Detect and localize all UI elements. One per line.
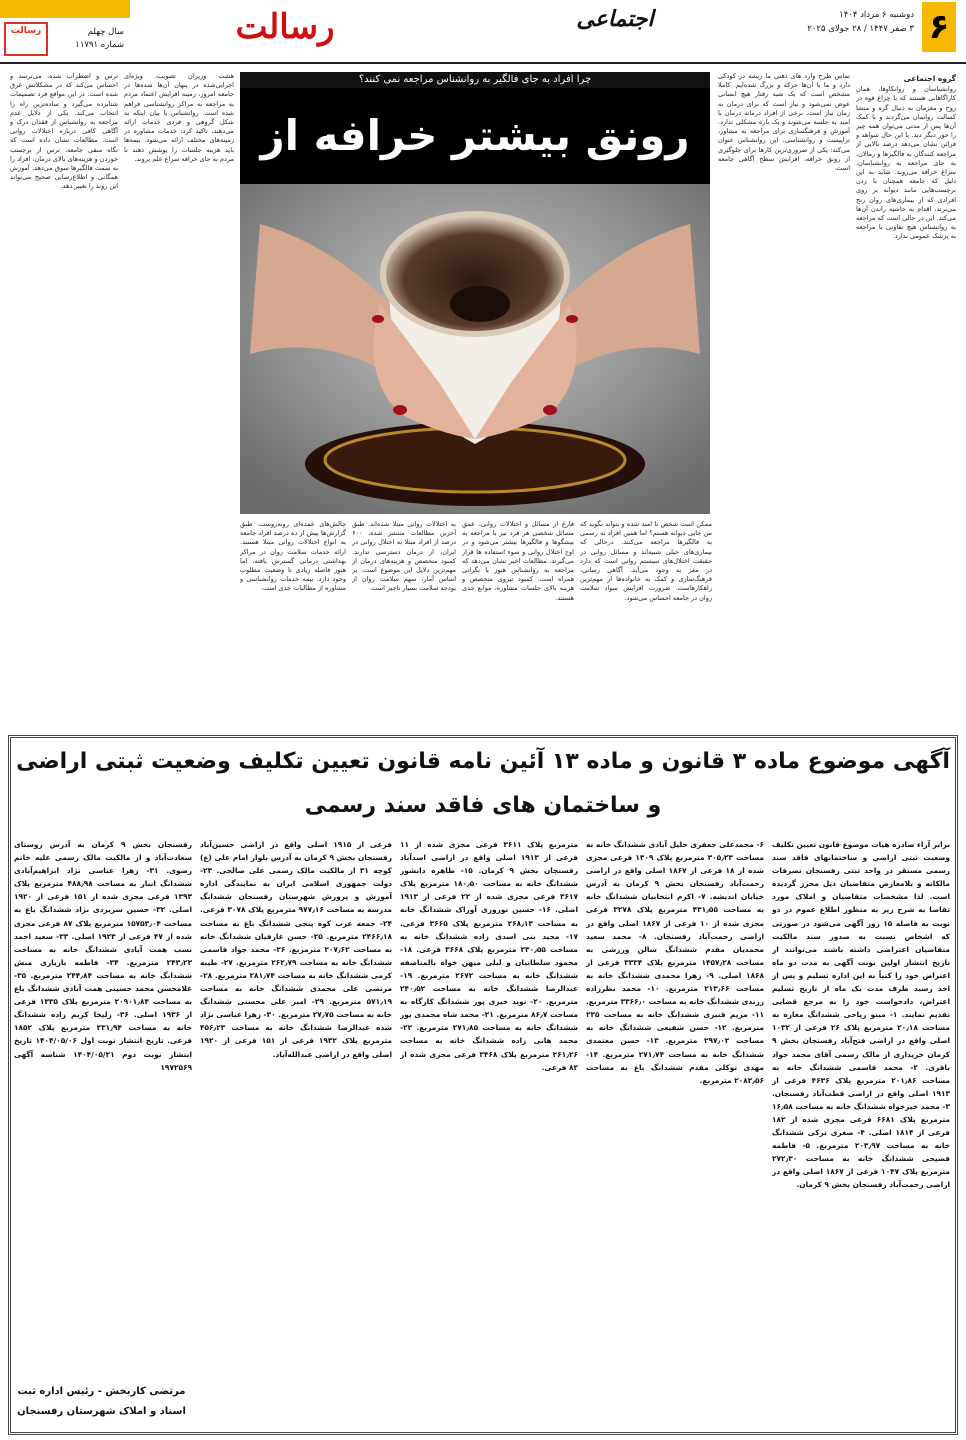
- article-column-4: [462, 520, 574, 717]
- notice-text: رفسنجان بخش ۹ کرمان به آدرس روستای سعادت‌آباد و از مالکیت مالک رسمی علیه خانم رضوی. ۳۱- زهرا عباسی نژاد ابراهیم‌آبادی ششدانگ انبار به مساحت ۴۸۸٫۹۸ مترمربع پلاک ۱۳۹۳ فرعی مجزی شده از ۱۵۱ فرعی از ۱۹۲۰ اصلی. ۳۲- حسین سریزدی نژاد ششدانگ باغ به مساحت ۱۵۷۵۳٫۰۴ مترمربع پلاک ۸۷ فرعی مجزی شده از ۴۷ فرعی از ۱۹۲۳ اصلی. ۳۳- سعید احمد نسب همت آبادی ششدانگ خانه به مساحت ۲۴۳٫۲۳ مترمربع. ۳۴- فاطمه بازیاری منش ششدانگ خانه به مساحت ۲۴۴٫۸۴ مترمربع. ۳۵- غلامحسن محمد حسینی همت آبادی ششدانگ باغ به مساحت ۲۰۹۰۱٫۸۴ مترمربع پلاک ۱۳۳۵ فرعی از ۱۹۳۶ اصلی. ۳۶- زلیخا کریم زاده ششدانگ خانه به مساحت ۲۳۱٫۹۴ مترمربع پلاک ۱۸۵۲ فرعی. تاریخ انتشار نوبت اول ۱۴۰۴/۰۵/۰۶ تاریخ انتشار نوبت دوم ۱۴۰۴/۰۵/۲۱ شناسه آگهی ۱۹۷۲۵۶۹: [14, 840, 192, 1072]
- article-text: تماس طرح وارد های ذهنی ما ریشه در کودکی دارد و ما با آن‌ها حرکه و بزرگ شده‌ایم. کاملا مشخص است که یک شبه رفتار هیچ انسانی عوض نمی‌شود و نیاز است که برای درمان به زمان نیاز است. برخی از افراد درمانه درمان با امید به جلسه می‌شوند و یک باره مشکلی ندارد. آموزش و فرهنگسازی برای مراجعه به مشاور، تراپیست و روانشناسی. این روانشناس عنوان می‌کند: یکی از ضروری‌ترین کارها برای جلوگیری از رونق خرافه، افزایش سطح آگاهی جامعه است.: [718, 72, 850, 173]
- notice-column-5: [14, 838, 192, 1376]
- article-headline: رونق بیشتر خرافه از: [240, 88, 710, 184]
- section-title: اجتماعی: [576, 6, 654, 32]
- date-hijri-greg: ۳ صفر ۱۴۴۷ / ۲۸ جولای ۲۰۲۵: [807, 24, 914, 34]
- notice-column-1: [772, 838, 950, 1428]
- notice-text: مترمربع پلاک ۳۶۱۱ فرعی مجزی شده از ۱۱ فرعی از ۱۹۱۳ اصلی واقع در اراضی اسدآباد رفسنجان بخش ۹ کرمان. ۱۵- طاهره دانشور ششدانگ خانه به مساحت ۱۸۰٫۵۰ مترمربع پلاک ۳۶۱۷ فرعی مجزی شده از ۲۲ فرعی از ۱۹۱۳ اصلی. ۱۶- حسین نوروزی آوراک ششدانگ خانه به مساحت ۲۶۸٫۱۳ مترمربع پلاک ۳۶۶۵ فرعی. ۱۷- مجید بنی اسدی زاده ششدانگ خانه به مساحت ۲۳۰٫۵۵ مترمربع پلاک ۳۶۶۸ فرعی. ۱۸- محمود سلطانیان و لیلی میهن خواه بالمناصفه ششدانگ خانه به مساحت ۲۶۷۲ مترمربع. ۱۹- عبدالرضا ششدانگ خانه به مساحت ۲۴۰٫۵۲ مترمربع. ۲۰- نوید خیری پور ششدانگ کارگاه به مساحت ۸۶٫۷ مترمربع. ۲۱- محمد شاه محمدی پور ششدانگ خانه به مساحت ۲۷۱٫۸۵ مترمربع. ۲۲- محمد هانی زاده ششدانگ خانه به مساحت ۲۶۱٫۲۶ مترمربع پلاک ۳۴۶۸ فرعی مجزی شده از ۸۲ فرعی.: [400, 840, 578, 1072]
- article-kicker: چرا افراد به جای فالگیر به روانشناس مراجعه نمی کنند؟: [240, 72, 710, 88]
- header-corner: [0, 0, 130, 62]
- notice-signature: مرتضی کاربخش - رئیس اداره ثبت اسناد و املاک شهرستان رفسنجان: [17, 1386, 186, 1417]
- page-header: [0, 0, 966, 64]
- article-column-3: [580, 520, 712, 717]
- article-text: چالش‌های عمده‌ای روبه‌روست. طبق گزارش‌ها بیش از ده درصد افراد جامعه به انواع اختلالات روانی مبتلا هستند. ارائه خدمات سلامت روان در مراکز بهداشتی درمانی گسترش یافته، اما هنوز فاصله زیادی تا وضعیت مطلوب وجود دارد. بیمه خدمات روانشناسی و مشاوره از مطالبات جدی است.: [240, 520, 346, 593]
- volume-info: [58, 26, 124, 52]
- article-text: روانشناسان و روانکاوها، همان کاراگاهانی هستند که با چراغ قوه در روح و مغزمان به دنبال گره و منشا کسالت روانمان می‌گردند و با کمک آن‌ها پس از مدتی می‌توان همه چیز را جور دیگر دید. با این حال شواهد و قرائن نشان می‌دهد درصد بالایی از مراجعه کنندگان به فالگیرها و رمالان، به جای مراجعه به روانشناسان، سراغ خرافه می‌روند. شاید به این دلیل که جامعه همچنان با زدن برچسب‌هایی مانند دیوانه بر روی افرادی که از بیماری‌های روان رنج می‌برند، اقدام به حاشیه راندن آن‌ها می‌کند. این در حالی است که مراجعه به روانشناس هیچ تفاوتی با مراجعه به پزشک عمومی ندارد.: [856, 85, 956, 241]
- yellow-stripe: [0, 0, 130, 18]
- date-block: [704, 8, 914, 36]
- byline: گروه اجتماعی: [903, 74, 956, 83]
- article-column-1: [856, 72, 956, 717]
- notice-text: ۶- محمدعلی جعفری خلیل آبادی ششدانگ خانه به مساحت ۳۰۵٫۲۳ مترمربع پلاک ۱۳۰۹ فرعی مجزی شده از ۱۸ فرعی از ۱۸۶۷ اصلی واقع در اراضی رحمت‌آباد رفسنجان بخش ۹ کرمان به آدرس خیابان اندیشه. ۷- اکرم انتخابیان ششدانگ خانه به مساحت ۴۳۱٫۵۵ مترمربع پلاک ۳۲۷۸ فرعی مجزی شده از ۱۰ فرعی از ۱۸۶۷ اصلی واقع در اراضی رحمت‌آباد رفسنجان. ۸- محمد سعید محمدیان مقدم ششدانگ سالن ورزشی به مساحت ۱۴۵۷٫۲۸ مترمربع پلاک ۳۳۳۴ فرعی از ۱۸۶۸ اصلی. ۹- زهرا محمدی ششدانگ خانه به مساحت ۲۱۳٫۶۶ مترمربع. ۱۰- محمد نظرزاده زرندی ششدانگ خانه به مساحت ۳۳۶۶٫۰ مترمربع. ۱۱- مریم قنبری ششدانگ خانه به مساحت ۲۳۵ مترمربع. ۱۲- حسن شفیعی ششدانگ خانه به مساحت ۲۹۷٫۰۲ مترمربع. ۱۳- حسن معتمدی ششدانگ خانه به مساحت ۲۷۱٫۷۴ مترمربع. ۱۴- مهدی توکلی مقدم ششدانگ باغ به مساحت ۲۰۸۲٫۵۶ مترمربع.: [586, 840, 764, 1085]
- article-column-7: [124, 72, 234, 717]
- notice-column-4: [200, 838, 392, 1428]
- page-number: ۶: [922, 2, 956, 52]
- notice-column-2: [586, 838, 764, 1428]
- year-label: سال چهلم: [87, 27, 124, 37]
- legal-notice-title: [14, 740, 952, 828]
- notice-text: برابر آراء صادره هیات موضوع قانون تعیین تکلیف وضعیت ثبتی اراضی و ساختمانهای فاقد سند رسمی مستقر در واحد ثبتی رفسنجان تصرفات مالکانه و بلامعارض متقاضیان ذیل محرز گردیده است. لذا مشخصات متقاضیان و املاک مورد تقاضا به شرح زیر به منظور اطلاع عموم در دو نوبت به فاصله ۱۵ روز آگهی می‌شود در صورتی که اشخاص نسبت به صدور سند مالکیت متقاضیان اعتراضی داشته باشند می‌توانند از تاریخ انتشار اولین نوبت آگهی به مدت دو ماه اعتراض خود را کتباً به این اداره تسلیم و پس از اخذ رسید ظرف مدت یک ماه از تاریخ تسلیم اعتراض، دادخواست خود را به مرجع قضایی تقدیم نمایند. ۱- مینو ریاحی ششدانگ مغازه به مساحت ۲۰٫۱۸ مترمربع پلاک ۲۶ فرعی از ۱۰۳۲ اصلی واقع در اراضی فتح‌آباد رفسنجان بخش ۹ کرمان خریداری از مالک رسمی آقای محمد جواد باقری. ۲- محمد قاسمی ششدانگ خانه به مساحت ۲۰۱٫۸۶ مترمربع پلاک ۴۶۳۶ فرعی از ۱۹۱۳ اصلی واقع در اراضی قطب‌آباد رفسنجان. ۳- محمد خیرخواه ششدانگ خانه به مساحت ۱۶٫۵۸ مترمربع پلاک ۶۶۸۱ فرعی مجزی شده از ۱۸۲ فرعی از ۱۸۱۴ اصلی. ۴- صغری ترکی ششدانگ خانه به مساحت ۲۰۳٫۹۷ مترمربع. ۵- فاطمه قصیحی ششدانگ خانه به مساحت ۲۷۲٫۳۰ مترمربع پلاک ۱۰۴۷ فرعی از ۱۸۶۷ اصلی واقع در اراضی رحمت‌آباد رفسنجان بخش ۹ کرمان.: [772, 840, 950, 1190]
- article-column-5: [352, 520, 456, 717]
- article-column-8: [10, 72, 118, 717]
- notice-column-3: [400, 838, 578, 1428]
- article-text: ممکن است شخص نا امید شده و نتواند بگوید که من جایی دیوانه هستم؟ اما همین افراد نه رسمی به فالگیرها مراجعه می‌کنند. درحالی که بیماری‌های خیلی شبیه‌اند و مسائل روانی در حقیقت اختلال‌های سیستم روانی است که دارد در مغز به وجود می‌آید. آگاهی رسانی، فرهنگ‌سازی و کمک به خانواده‌ها از مهم‌ترین راهکارهاست. ضرورت افزایش سواد سلامت روان در جامعه احساس می‌شود.: [580, 520, 712, 602]
- coffee-cup-illustration: [240, 184, 710, 514]
- date-persian: دوشنبه ۶ مرداد ۱۴۰۴: [839, 10, 914, 20]
- article-text: ترس و اضطراب شده، می‌ترسد و احساس می‌کند که در مشکلاتش غرق شده است. در این مواقع فرد تصمیمات شتابزده می‌گیرد و ساده‌ترین راه را انتخاب می‌کند. یکی از دلایل عدم مراجعه به روانشناس از فقدان درک و آگاهی کافی درباره اختلالات روانی است. مطالعات نشان داده است که نگاه منفی جامعه، ترس از برچسب خوردن و هزینه‌های بالای درمان، افراد را به سمت فالگیرها سوق می‌دهد. آموزش همگانی و اطلاع‌رسانی صحیح می‌تواند این روند را تغییر دهد.: [10, 72, 118, 191]
- article-text: به اختلالات روانی مبتلا شده‌اند. طبق آخرین مطالعات منتشر شده، ۶۰۰ درصد از افراد مبتلا به اختلال روانی در ایران، از درمان دسترسی ندارند. کمبود متخصص و هزینه‌های درمان از مهم‌ترین دلایل این موضوع است. بر اساس آمار، سهم سلامت روان از بودجه سلامت بسیار ناچیز است.: [352, 520, 456, 593]
- newspaper-logo: رسالت: [235, 7, 335, 47]
- article-column-6: [240, 520, 346, 717]
- rasalat-emblem-icon: رسالت: [4, 22, 48, 56]
- article-text: فارغ از مسائل و اختلالات روانی، عمق مسائل شخصی هر فرد نیز با مراجعه به بیشگوها و فالگیرها بیشتر می‌شود و در اوج اختلال روانی و سوء استفاده ها قرار می‌گیرند. مطالعات اخیر نشان می‌دهد که مراجعه به روانشناس هنوز با نگرانی همراه است. کمبود نیروی متخصص و هزینه بالای جلسات مشاوره، موانع جدی هستند.: [462, 520, 574, 602]
- article-column-2: [718, 72, 850, 717]
- notice-title-line1: آگهی موضوع ماده ۳ قانون و ماده ۱۳ آئین نامه قانون تعیین تکلیف وضعیت ثبتی اراضی: [16, 749, 950, 774]
- coffee-cup-photo: [240, 184, 710, 514]
- article-text: هشت وزیران تصویب، ویژه‌ای اجرایی‌شده در پنهان آن‌ها شده‌ها در جامعه امروز، زمینه افزایش اعتماد مردم به مراجعه به مراکز روانشناسی فراهم شده است. روانشناس با بیان اینکه به شکل گروهی و فردی خدمات ارائه می‌دهند، تاکید کرد: خدمات مشاوره در زمینه‌های مختلف ارائه می‌شود. بیمه‌ها باید هزینه جلسات را پوشش دهند تا مردم به جای خرافه سراغ علم بروند.: [124, 72, 234, 163]
- notice-text: فرعی از ۱۹۱۵ اصلی واقع در اراضی حسین‌آباد رفسنجان بخش ۹ کرمان به آدرس بلوار امام علی (ع) کوچه ۳۱ از مالکیت مالک رسمی علی صالحی. ۲۳- دولت جمهوری اسلامی ایران به نمایندگی اداره آموزش و پرورش شهرستان رفسنجان ششدانگ مدرسه به مساحت ۹۷۷٫۱۶ مترمربع پلاک ۳۰۷۸ فرعی. ۲۴- جمعه عرب کوه پنجی ششدانگ باغ به مساحت ۲۴۶۶٫۱۸ مترمربع. ۲۵- حسن عارفیان ششدانگ خانه به مساحت ۲۰۷٫۶۲ مترمربع. ۲۶- محمد جواد قاسمی ششدانگ خانه به مساحت ۲۶۲٫۷۹ مترمربع. ۲۷- طیبه کرمی ششدانگ خانه به مساحت ۲۸۱٫۷۴ مترمربع. ۲۸- مرتضی علی محمدی ششدانگ خانه به مساحت ۵۷۱٫۱۹ مترمربع. ۲۹- امیر علی محسنی ششدانگ خانه به مساحت ۲۷٫۷۵ مترمربع. ۳۰- زهرا عباسی نژاد شده عبدالرضا ششدانگ خانه به مساحت ۴۵۶٫۲۳ مترمربع پلاک ۱۹۳۲ فرعی از ۱۵۱ فرعی از ۱۹۲۰ اصلی واقع در اراضی عبدالله‌آباد.: [200, 840, 392, 1059]
- issue-label: شماره ۱۱۷۹۱: [75, 40, 124, 50]
- notice-title-line2: و ساختمان های فاقد سند رسمی: [304, 793, 662, 818]
